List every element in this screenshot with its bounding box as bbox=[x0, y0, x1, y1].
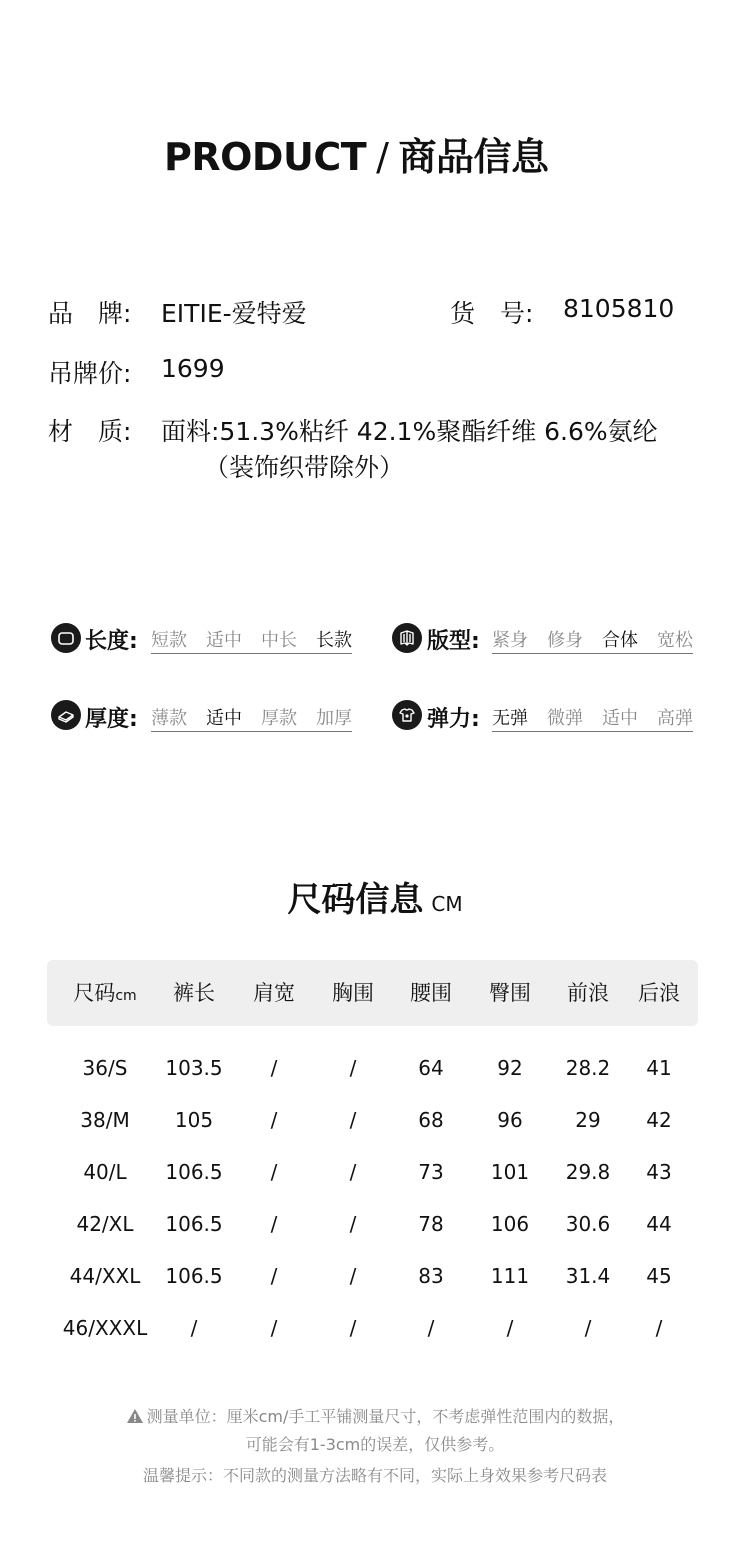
price-label: 吊牌价: bbox=[48, 359, 132, 388]
size-table-cell: 111 bbox=[490, 1264, 530, 1288]
size-table-row-size: 38/M bbox=[80, 1108, 130, 1132]
size-table-header-cell bbox=[173, 960, 215, 1026]
length-icon bbox=[51, 623, 81, 653]
size-table-cell: / bbox=[349, 1056, 357, 1080]
elasticity-option: 微弹 bbox=[547, 708, 583, 729]
measurement-note-line2: 可能会有1-3cm的误差，仅供参考。 bbox=[245, 1435, 505, 1454]
sku-value: 8105810 bbox=[563, 294, 675, 323]
size-table-cell: / bbox=[270, 1160, 278, 1184]
length-option: 中长 bbox=[261, 630, 297, 651]
size-table-cell: 83 bbox=[418, 1264, 444, 1288]
size-table-cell: 73 bbox=[418, 1160, 444, 1184]
elasticity-options bbox=[492, 704, 693, 732]
title-en: PRODUCT bbox=[164, 135, 367, 179]
size-section-title bbox=[0, 872, 750, 921]
header-cell-text: 胸围 bbox=[332, 981, 374, 1005]
header-cell-text: 臀围 bbox=[489, 981, 531, 1005]
size-table-header-cell bbox=[73, 960, 136, 1026]
length-option: 适中 bbox=[206, 630, 242, 651]
price-value: 1699 bbox=[161, 354, 225, 383]
length-option-selected: 长款 bbox=[316, 630, 352, 651]
title-separator: / bbox=[376, 135, 389, 179]
material-value: 面料:51.3%粘纤 42.1%聚酯纤维 6.6%氨纶 bbox=[161, 417, 658, 446]
size-table-cell: 29.8 bbox=[565, 1160, 611, 1184]
size-table-row-size: 46/XXXL bbox=[62, 1316, 148, 1340]
size-table-cell: 68 bbox=[418, 1108, 444, 1132]
elasticity-option: 适中 bbox=[602, 708, 638, 729]
fit-option: 修身 bbox=[547, 630, 583, 651]
size-title-unit: CM bbox=[431, 892, 463, 916]
size-table-cell: 106.5 bbox=[165, 1160, 223, 1184]
size-table-cell: / bbox=[349, 1108, 357, 1132]
size-table-row-size: 36/S bbox=[82, 1056, 128, 1080]
length-label: 长度: bbox=[85, 629, 138, 654]
size-table-cell: 106.5 bbox=[165, 1212, 223, 1236]
length-option: 短款 bbox=[151, 630, 187, 651]
size-table-cell: 30.6 bbox=[565, 1212, 611, 1236]
thickness-option: 薄款 bbox=[151, 708, 187, 729]
size-table-header bbox=[47, 960, 698, 1026]
size-table-cell: 29 bbox=[575, 1108, 601, 1132]
size-table-cell: / bbox=[270, 1316, 278, 1340]
header-cell-text: 裤长 bbox=[173, 981, 215, 1005]
thickness-label: 厚度: bbox=[85, 707, 138, 732]
elasticity-label: 弹力: bbox=[427, 707, 480, 732]
size-table-header-cell bbox=[567, 960, 609, 1026]
material-note: （装饰织带除外） bbox=[204, 453, 405, 482]
sku-label: 货 号: bbox=[450, 299, 534, 328]
page-title bbox=[164, 126, 548, 181]
size-table-cell: / bbox=[349, 1264, 357, 1288]
material-label: 材 质: bbox=[48, 417, 132, 446]
fit-icon bbox=[392, 623, 422, 653]
size-title-text: 尺码信息 bbox=[287, 880, 424, 920]
fit-option: 宽松 bbox=[657, 630, 693, 651]
size-table-row-size: 44/XXL bbox=[69, 1264, 141, 1288]
elasticity-option: 高弹 bbox=[657, 708, 693, 729]
size-table-cell: 41 bbox=[646, 1056, 672, 1080]
thickness-option-selected: 适中 bbox=[206, 708, 242, 729]
size-table-cell: 106 bbox=[490, 1212, 530, 1236]
size-table-cell: / bbox=[270, 1264, 278, 1288]
elasticity-option-selected: 无弹 bbox=[492, 708, 528, 729]
header-cell-text: 前浪 bbox=[567, 981, 609, 1005]
size-table-header-cell bbox=[638, 960, 680, 1026]
size-table-cell: / bbox=[584, 1316, 592, 1340]
size-table-cell: 43 bbox=[646, 1160, 672, 1184]
size-table-cell: 106.5 bbox=[165, 1264, 223, 1288]
size-table-cell: 28.2 bbox=[565, 1056, 611, 1080]
fit-option: 紧身 bbox=[492, 630, 528, 651]
brand-label: 品 牌: bbox=[48, 299, 132, 328]
fit-label: 版型: bbox=[427, 629, 480, 654]
size-table-cell: / bbox=[349, 1212, 357, 1236]
fit-options bbox=[492, 626, 693, 654]
size-table-row-size: 40/L bbox=[83, 1160, 127, 1184]
size-table-cell: 101 bbox=[490, 1160, 530, 1184]
fit-option-selected: 合体 bbox=[602, 630, 638, 651]
size-table-cell: / bbox=[349, 1316, 357, 1340]
title-cn: 商品信息 bbox=[398, 135, 549, 179]
size-table-cell: / bbox=[190, 1316, 198, 1340]
thickness-option: 加厚 bbox=[316, 708, 352, 729]
header-cell-text: 后浪 bbox=[638, 981, 680, 1005]
size-table-cell: / bbox=[655, 1316, 663, 1340]
header-cell-text: 肩宽 bbox=[253, 981, 295, 1005]
size-table-cell: 96 bbox=[497, 1108, 523, 1132]
header-unit: cm bbox=[115, 988, 137, 1004]
size-table-header-cell bbox=[489, 960, 531, 1026]
warning-icon bbox=[126, 1408, 144, 1428]
header-cell-text: 尺码 bbox=[73, 981, 116, 1005]
size-table-header-cell bbox=[332, 960, 374, 1026]
size-table-cell: / bbox=[427, 1316, 435, 1340]
size-table-cell: / bbox=[270, 1056, 278, 1080]
size-table-header-cell bbox=[253, 960, 295, 1026]
size-table-cell: 105 bbox=[174, 1108, 214, 1132]
thickness-icon bbox=[51, 700, 81, 730]
size-table-cell: 31.4 bbox=[565, 1264, 611, 1288]
length-options bbox=[151, 626, 352, 654]
size-table-header-cell bbox=[410, 960, 452, 1026]
size-table-cell: / bbox=[506, 1316, 514, 1340]
elasticity-icon bbox=[392, 700, 422, 730]
size-table-cell: 45 bbox=[646, 1264, 672, 1288]
size-table-cell: 92 bbox=[497, 1056, 523, 1080]
header-cell-text: 腰围 bbox=[410, 981, 452, 1005]
thickness-options bbox=[151, 704, 352, 732]
size-table-row-size: 42/XL bbox=[76, 1212, 134, 1236]
reminder-note: 温馨提示：不同款的测量方法略有不同，实际上身效果参考尺码表 bbox=[142, 1466, 607, 1485]
size-table-cell: 42 bbox=[646, 1108, 672, 1132]
measurement-note bbox=[0, 1404, 750, 1428]
measurement-note-line1: 测量单位：厘米cm/手工平铺测量尺寸，不考虑弹性范围内的数据， bbox=[146, 1407, 625, 1426]
size-table-cell: / bbox=[349, 1160, 357, 1184]
size-table-cell: 64 bbox=[418, 1056, 444, 1080]
thickness-option: 厚款 bbox=[261, 708, 297, 729]
brand-value: EITIE-爱特爱 bbox=[161, 299, 307, 328]
size-table-cell: / bbox=[270, 1212, 278, 1236]
size-table-cell: 78 bbox=[418, 1212, 444, 1236]
size-table-cell: 44 bbox=[646, 1212, 672, 1236]
size-table-cell: 103.5 bbox=[165, 1056, 223, 1080]
size-table-cell: / bbox=[270, 1108, 278, 1132]
